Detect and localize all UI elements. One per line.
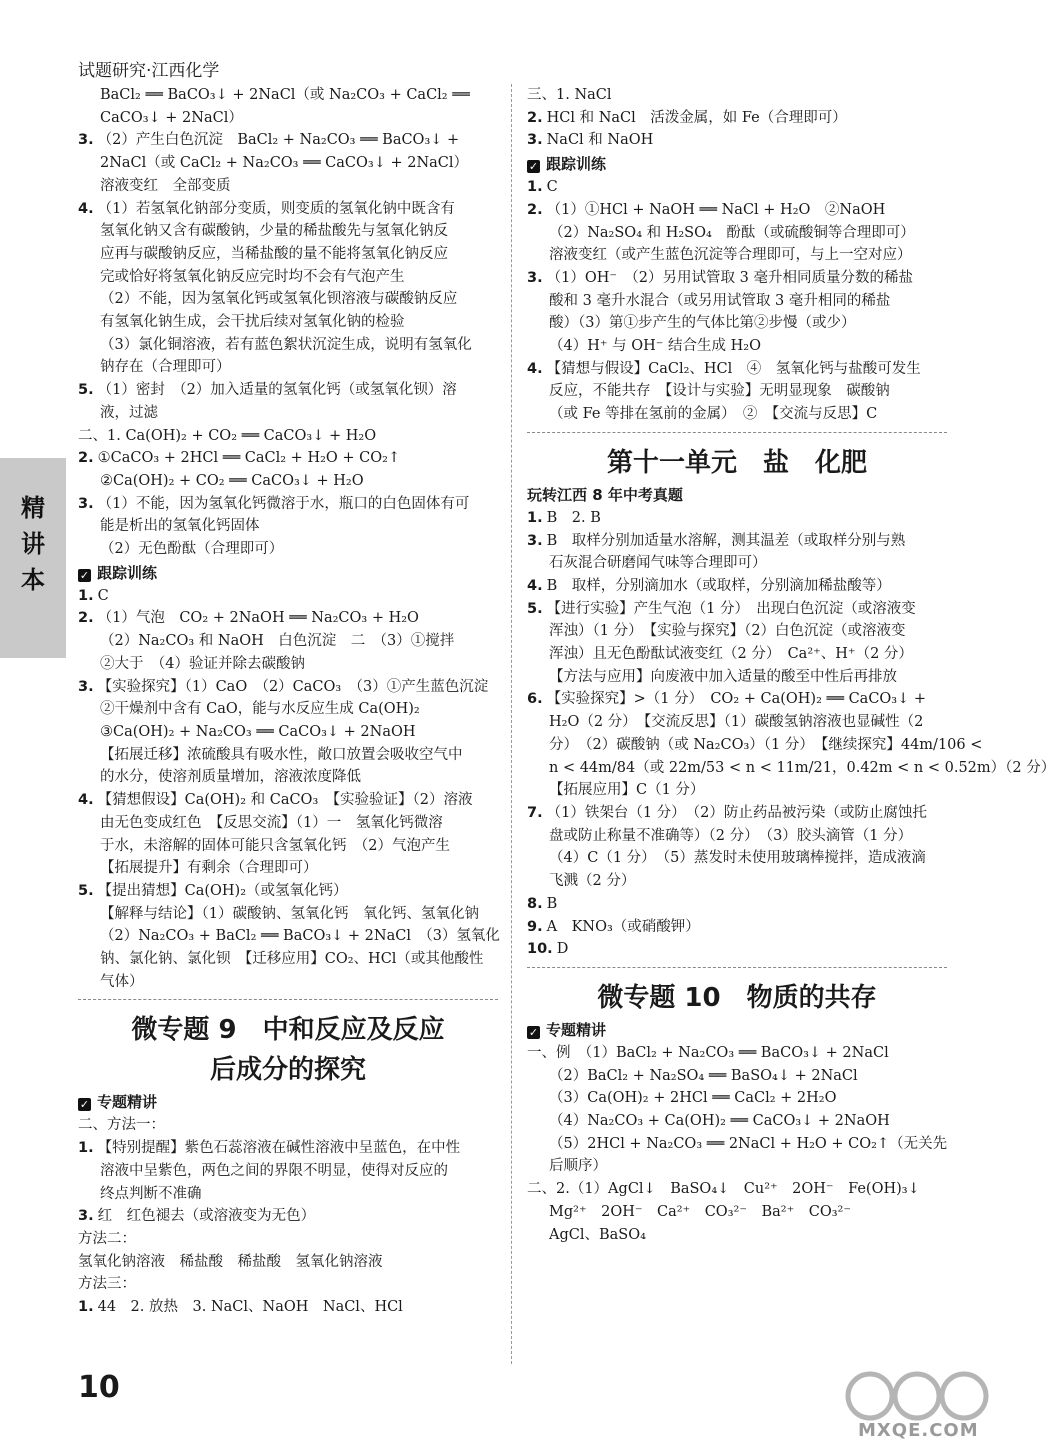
- item-number: 2.: [527, 109, 543, 126]
- answer-line: [527, 84, 947, 107]
- answer-line: [78, 379, 498, 402]
- section-rule: [527, 967, 947, 968]
- line-text: 酸和 3 毫升水混合（或另用试管取 3 毫升相同的稀盐: [549, 292, 891, 309]
- line-text: （4）H⁺ 与 OH⁻ 结合生成 H₂O: [549, 338, 761, 355]
- answer-line: [527, 1155, 947, 1178]
- item-number: 2.: [527, 201, 543, 218]
- line-text: （1）若氢氧化钠部分变质，则变质的氢氧化钠中既含有: [97, 200, 455, 217]
- answer-line: [78, 1205, 498, 1228]
- line-text: AgCl、BaSO₄: [549, 1226, 646, 1243]
- line-text: （5）2HCl + Na₂CO₃ ══ 2NaCl + H₂O + CO₂↑（无关先: [549, 1135, 948, 1152]
- line-text: （或 Fe 等排在氢前的金属） ② 【交流与反思】C: [549, 406, 878, 423]
- item-number: 3.: [78, 678, 94, 695]
- answer-line: [78, 971, 498, 994]
- line-text: 酸）（3）第①步产生的气体比第②步慢（或少）: [549, 315, 856, 332]
- answer-line: [78, 425, 498, 448]
- answer-line: [527, 620, 947, 643]
- line-text: 44 2. 放热 3. NaCl、NaOH NaCl、HCl: [97, 1299, 403, 1316]
- answer-line: [78, 493, 498, 516]
- right-column: [527, 84, 1055, 1246]
- line-text: 二、1. Ca(OH)₂ + CO₂ ══ CaCO₃↓ + H₂O: [78, 427, 377, 444]
- answer-line: [78, 1273, 498, 1296]
- subheading: [78, 561, 498, 585]
- line-text: C: [546, 179, 558, 196]
- answer-line: [527, 666, 947, 689]
- line-text: HCl 和 NaCl 活泼金属，如 Fe（合理即可）: [546, 109, 847, 126]
- item-number: 8.: [527, 895, 543, 912]
- answer-line: [527, 107, 947, 130]
- answer-line: [78, 243, 498, 266]
- line-text: 方法三：: [78, 1276, 136, 1293]
- line-text: （2）无色酚酞（合理即可）: [100, 541, 284, 558]
- answer-line: [78, 744, 498, 767]
- answer-line: [527, 507, 947, 530]
- answer-line: [527, 598, 947, 621]
- answer-line: [527, 734, 983, 757]
- answer-line: [527, 335, 947, 358]
- answer-line: [78, 311, 498, 334]
- check-icon: ✓: [79, 568, 90, 582]
- line-text: BaCl₂ ══ BaCO₃↓ + 2NaCl（或 Na₂CO₃ + CaCl₂ ══: [100, 87, 470, 103]
- line-text: 【方法与应用】向废液中加入适量的酸至中性后再排放: [549, 668, 897, 685]
- line-text: B 2. B: [546, 509, 601, 526]
- line-text: （2）Na₂CO₃ 和 NaOH 白色沉淀 二 （3）①搅拌: [100, 633, 455, 650]
- answer-line: [527, 358, 947, 381]
- line-text: 浑浊）（1 分） 【实验与探究】（2）白色沉淀（或溶液变: [549, 623, 906, 640]
- item-number: 2.: [78, 450, 94, 467]
- answer-line: [527, 825, 947, 848]
- line-text: 浑浊）且无色酚酞试液变红（2 分） Ca²⁺、H⁺（2 分）: [549, 646, 913, 663]
- check-icon: ✓: [528, 160, 539, 174]
- item-number: 2.: [78, 610, 94, 627]
- line-text: 飞溅（2 分）: [549, 873, 636, 890]
- answer-line: [78, 515, 498, 538]
- item-number: 3.: [527, 132, 543, 149]
- answer-line: [78, 789, 498, 812]
- answer-line: [78, 129, 498, 152]
- answer-line: [527, 552, 947, 575]
- page-number: 10: [78, 1370, 120, 1405]
- answer-line: [527, 222, 947, 245]
- line-text: 【猜想与假设】CaCl₂、HCl ④ 氢氧化钙与盐酸可发生: [546, 360, 921, 377]
- answer-line: [527, 643, 947, 666]
- answer-line: [78, 538, 498, 561]
- line-text: ②Ca(OH)₂ + CO₂ ══ CaCO₃↓ + H₂O: [100, 472, 364, 489]
- answer-line: [527, 1133, 947, 1156]
- line-text: 专题精讲: [97, 1093, 158, 1112]
- answer-line: [527, 802, 947, 825]
- line-text: （2）Na₂CO₃ + BaCl₂ ══ BaCO₃↓ + 2NaCl （3）氢氧化: [100, 928, 500, 945]
- item-number: 9.: [527, 918, 543, 935]
- line-text: （1）密封 （2）加入适量的氢氧化钙（或氢氧化钡）溶: [97, 382, 457, 399]
- line-text: 完或恰好将氢氧化钠反应完时均不会有气泡产生: [100, 268, 405, 285]
- item-number: 7.: [527, 804, 543, 821]
- item-number: 3.: [78, 1208, 94, 1225]
- answer-line: [78, 676, 498, 699]
- section-title: [78, 1010, 498, 1050]
- line-text: ①CaCO₃ + 2HCl ══ CaCl₂ + H₂O + CO₂↑: [97, 450, 401, 467]
- answer-line: [78, 1296, 498, 1319]
- line-text: 【特别提醒】紫色石蕊溶液在碱性溶液中呈蓝色，在中性: [97, 1140, 461, 1157]
- answer-line: [78, 925, 498, 948]
- item-number: 3.: [527, 532, 543, 549]
- item-number: 6.: [527, 691, 543, 708]
- answer-line: [527, 176, 947, 199]
- answer-line: [527, 1065, 947, 1088]
- line-text: 应再与碳酸钠反应，当稀盐酸的量不能将氢氧化钠反应: [100, 245, 448, 262]
- answer-line: [527, 847, 947, 870]
- answer-line: [527, 916, 947, 939]
- item-number: 4.: [527, 577, 543, 594]
- line-text: 第十一单元 盐 化肥: [606, 447, 867, 478]
- item-number: 3.: [78, 132, 94, 149]
- answer-line: [78, 835, 498, 858]
- line-text: 由无色变成红色 【反思交流】（1）一 氢氧化钙微溶: [100, 814, 443, 831]
- answer-line: [527, 575, 947, 598]
- line-text: 钠、氯化钠、氯化钡 【迁移应用】CO₂、HCl（或其他酸性: [100, 951, 484, 968]
- line-text: C: [97, 587, 109, 604]
- check-icon: ✓: [79, 1098, 90, 1112]
- answer-line: [527, 530, 947, 553]
- answer-line: [527, 244, 947, 267]
- section-rule: [527, 432, 947, 433]
- item-number: 1.: [78, 587, 94, 604]
- line-text: 后顺序）: [549, 1158, 607, 1175]
- answer-line: [527, 779, 947, 802]
- line-text: 一、例 （1）BaCl₂ + Na₂CO₃ ══ BaCO₃↓ + 2NaCl: [527, 1044, 889, 1061]
- watermark-text: MXQE.COM: [858, 1420, 979, 1441]
- line-text: 【拓展提升】有剩余（合理即可）: [100, 860, 318, 877]
- answer-line: [78, 1251, 498, 1274]
- section-title: [527, 978, 947, 1018]
- answer-line: [78, 721, 498, 744]
- answer-line: [78, 356, 498, 379]
- line-text: 【提出猜想】Ca(OH)₂（或氢氧化钙）: [97, 882, 348, 899]
- line-text: 【实验探究】（1）CaO （2）CaCO₃ （3）①产生蓝色沉淀: [97, 678, 489, 695]
- line-text: Mg²⁺ 2OH⁻ Ca²⁺ CO₃²⁻ Ba²⁺ CO₃²⁻: [549, 1203, 852, 1220]
- answer-line: [527, 129, 947, 152]
- line-text: ③Ca(OH)₂ + Na₂CO₃ ══ CaCO₃↓ + 2NaOH: [100, 723, 416, 740]
- answer-line: [527, 267, 947, 290]
- answer-line: [78, 107, 498, 130]
- answer-line: [78, 198, 498, 221]
- line-text: NaCl 和 NaOH: [546, 132, 654, 149]
- item-number: 5.: [78, 382, 94, 399]
- line-text: 【解释与结论】（1）碳酸钠、氢氧化钙 氧化钙、氢氧化钠: [100, 905, 479, 922]
- line-text: ②干燥剂中含有 CaO，能与水反应生成 Ca(OH)₂: [100, 701, 420, 718]
- answer-line: [527, 757, 1055, 780]
- line-text: （1）①HCl + NaOH ══ NaCl + H₂O ②NaOH: [546, 201, 886, 218]
- item-number: 4.: [527, 360, 543, 377]
- answer-line: [78, 812, 498, 835]
- answer-line: [78, 948, 498, 971]
- line-text: 专题精讲: [546, 1020, 607, 1039]
- answer-line: [78, 288, 498, 311]
- item-number: 3.: [78, 495, 94, 512]
- line-text: 分） （2）碳酸钠（或 Na₂CO₃）（1 分） 【继续探究】44m/106 <: [549, 736, 983, 753]
- answer-line: [78, 1137, 498, 1160]
- answer-line: [527, 1224, 947, 1247]
- line-text: （4）C（1 分） （5）蒸发时未使用玻璃棒搅拌，造成液滴: [549, 850, 926, 867]
- answer-line: [78, 857, 498, 880]
- item-number: 5.: [78, 882, 94, 899]
- line-text: 微专题 10 物质的共存: [597, 982, 877, 1013]
- answer-line: [527, 893, 947, 916]
- line-text: A KNO₃（或硝酸钾）: [546, 918, 700, 935]
- line-text: 后成分的探究: [209, 1055, 366, 1086]
- subsection-title: [527, 483, 947, 507]
- line-text: ②大于 （4）验证并除去碳酸钠: [100, 655, 305, 672]
- answer-line: [527, 1178, 947, 1201]
- line-text: 氢氧化钠溶液 稀盐酸 稀盐酸 氢氧化钠溶液: [78, 1253, 383, 1270]
- line-text: 三、1. NaCl: [527, 87, 612, 103]
- answer-line: [527, 380, 947, 403]
- line-text: 2NaCl（或 CaCl₂ + Na₂CO₃ ══ CaCO₃↓ + 2NaCl）: [100, 155, 469, 172]
- line-text: 盘或防止称量不准确等）（2 分） （3）胶头滴管（1 分）: [549, 827, 913, 844]
- answer-line: [527, 938, 947, 961]
- answer-line: [78, 334, 498, 357]
- line-text: 石灰混合研磨闻气味等合理即可）: [549, 555, 767, 572]
- item-number: 1.: [527, 179, 543, 196]
- item-number: 1.: [78, 1299, 94, 1316]
- subheading: [78, 1090, 498, 1114]
- line-text: 二、2.（1）AgCl↓ BaSO₄↓ Cu²⁺ 2OH⁻ Fe(OH)₃↓: [527, 1181, 920, 1198]
- answer-line: [78, 402, 498, 425]
- section-rule: [78, 999, 498, 1000]
- answer-line: [78, 1160, 498, 1183]
- line-text: B 取样，分别滴加水（或取样，分别滴加稀盐酸等）: [546, 577, 891, 594]
- answer-line: [527, 403, 947, 426]
- line-text: （2）Na₂SO₄ 和 H₂SO₄ 酚酞（或硫酸铜等合理即可）: [549, 224, 915, 241]
- item-number: 4.: [78, 200, 94, 217]
- subheading: [527, 152, 947, 176]
- check-icon: ✓: [528, 1025, 539, 1039]
- item-number: 3.: [527, 269, 543, 286]
- answer-line: [78, 653, 498, 676]
- section-title: [527, 443, 947, 483]
- left-column: [78, 84, 498, 1319]
- line-text: 终点判断不准确: [100, 1185, 202, 1202]
- line-text: CaCO₃↓ + 2NaCl）: [100, 109, 243, 126]
- line-text: D: [556, 941, 569, 958]
- item-number: 10.: [527, 941, 553, 958]
- answer-line: [78, 470, 498, 493]
- line-text: 气体）: [100, 973, 144, 990]
- line-text: 二、方法一：: [78, 1117, 165, 1134]
- answer-line: [78, 585, 498, 608]
- answer-line: [78, 152, 498, 175]
- line-text: 液，过滤: [100, 404, 158, 421]
- section-title: [78, 1050, 498, 1090]
- line-text: 跟踪训练: [546, 155, 607, 174]
- line-text: （2）产生白色沉淀 BaCl₂ + Na₂CO₃ ══ BaCO₃↓ +: [97, 132, 460, 149]
- item-number: 5.: [527, 600, 543, 617]
- answer-line: [527, 1110, 947, 1133]
- line-text: n < 44m/84（或 22m/53 < n < 11m/21，0.42m < n < 0.52m）（2 分）: [549, 759, 1055, 776]
- answer-line: [78, 880, 498, 903]
- answer-line: [78, 447, 498, 470]
- answer-line: [78, 266, 498, 289]
- answer-line: [527, 1042, 947, 1065]
- answer-line: [78, 766, 498, 789]
- line-text: 跟踪训练: [97, 563, 158, 582]
- line-text: （2）不能，因为氢氧化钙或氢氧化钡溶液与碳酸钠反应: [100, 291, 458, 308]
- subheading: [527, 1018, 947, 1042]
- line-text: 【进行实验】产生气泡（1 分） 出现白色沉淀（或溶液变: [546, 600, 916, 617]
- line-text: 【拓展迁移】浓硫酸具有吸水性，敞口放置会吸收空气中: [100, 746, 463, 763]
- line-text: （3）氯化铜溶液，若有蓝色絮状沉淀生成，说明有氢氧化: [100, 336, 472, 353]
- answer-line: [527, 1087, 947, 1110]
- line-text: 【拓展应用】C（1 分）: [549, 782, 705, 799]
- line-text: 微专题 9 中和反应及反应: [131, 1015, 445, 1046]
- line-text: 氢氧化钠又含有碳酸钠，少量的稀盐酸先与氢氧化钠反: [100, 223, 448, 240]
- column-divider: [511, 84, 512, 1364]
- line-text: 的水分，使溶剂质量增加，溶液浓度降低: [100, 769, 361, 786]
- answer-line: [78, 630, 498, 653]
- answer-line: [527, 312, 947, 335]
- item-number: 1.: [527, 509, 543, 526]
- line-text: 红 红色褪去（或溶液变为无色）: [97, 1208, 316, 1225]
- answer-line: [78, 1228, 498, 1251]
- answer-line: [78, 84, 498, 107]
- answer-line: [78, 607, 498, 630]
- answer-line: [527, 711, 947, 734]
- item-number: 1.: [78, 1140, 94, 1157]
- line-text: 玩转江西 8 年中考真题: [527, 485, 683, 504]
- line-text: （1）不能，因为氢氧化钙微溶于水，瓶口的白色固体有可: [97, 495, 470, 512]
- line-text: 钠存在（合理即可）: [100, 359, 231, 376]
- answer-line: [78, 220, 498, 243]
- answer-line: [78, 903, 498, 926]
- running-header: 试题研究·江西化学: [78, 61, 220, 81]
- line-text: （3）Ca(OH)₂ + 2HCl ══ CaCl₂ + 2H₂O: [549, 1090, 837, 1107]
- line-text: 能是析出的氢氧化钙固体: [100, 518, 260, 535]
- answer-line: [78, 698, 498, 721]
- line-text: 有氢氧化钠生成，会干扰后续对氢氧化钠的检验: [100, 314, 405, 331]
- line-text: 反应，不能共存 【设计与实验】无明显现象 碳酸钠: [549, 383, 890, 400]
- item-number: 4.: [78, 792, 94, 809]
- line-text: （2）BaCl₂ + Na₂SO₄ ══ BaSO₄↓ + 2NaCl: [549, 1067, 858, 1084]
- answer-line: [78, 1114, 498, 1137]
- line-text: 【猜想假设】Ca(OH)₂ 和 CaCO₃ 【实验验证】（2）溶液: [97, 792, 473, 809]
- answer-line: [527, 870, 947, 893]
- line-text: B: [546, 895, 558, 912]
- line-text: （1）OH⁻ （2）另用试管取 3 毫升相同质量分数的稀盐: [546, 269, 913, 286]
- line-text: 溶液变红（或产生蓝色沉淀等合理即可，与上一空对应）: [549, 247, 912, 264]
- line-text: B 取样分别加适量水溶解，测其温差（或取样分别与熟: [546, 532, 906, 549]
- answer-line: [527, 199, 947, 222]
- line-text: （1）气泡 CO₂ + 2NaOH ══ Na₂CO₃ + H₂O: [97, 610, 419, 627]
- line-text: 方法二：: [78, 1230, 136, 1247]
- line-text: （4）Na₂CO₃ + Ca(OH)₂ ══ CaCO₃↓ + 2NaOH: [549, 1113, 890, 1130]
- answer-line: [527, 290, 947, 313]
- answer-line: [78, 175, 498, 198]
- answer-line: [78, 1183, 498, 1206]
- answer-line: [527, 688, 947, 711]
- side-tab-label: 精讲本: [21, 494, 45, 594]
- line-text: 于水，未溶解的固体可能只含氢氧化钙 （2）气泡产生: [100, 837, 450, 854]
- line-text: H₂O（2 分） 【交流反思】（1）碳酸氢钠溶液也显碱性（2: [549, 714, 924, 731]
- line-text: 溶液中呈紫色，两色之间的界限不明显，使得对反应的: [100, 1162, 448, 1179]
- line-text: 溶液变红 全部变质: [100, 177, 231, 194]
- answer-line: [527, 1201, 947, 1224]
- line-text: 【实验探究】>（1 分） CO₂ + Ca(OH)₂ ══ CaCO₃↓ +: [546, 691, 927, 708]
- line-text: （1）铁架台（1 分） （2）防止药品被污染（或防止腐蚀托: [546, 804, 927, 821]
